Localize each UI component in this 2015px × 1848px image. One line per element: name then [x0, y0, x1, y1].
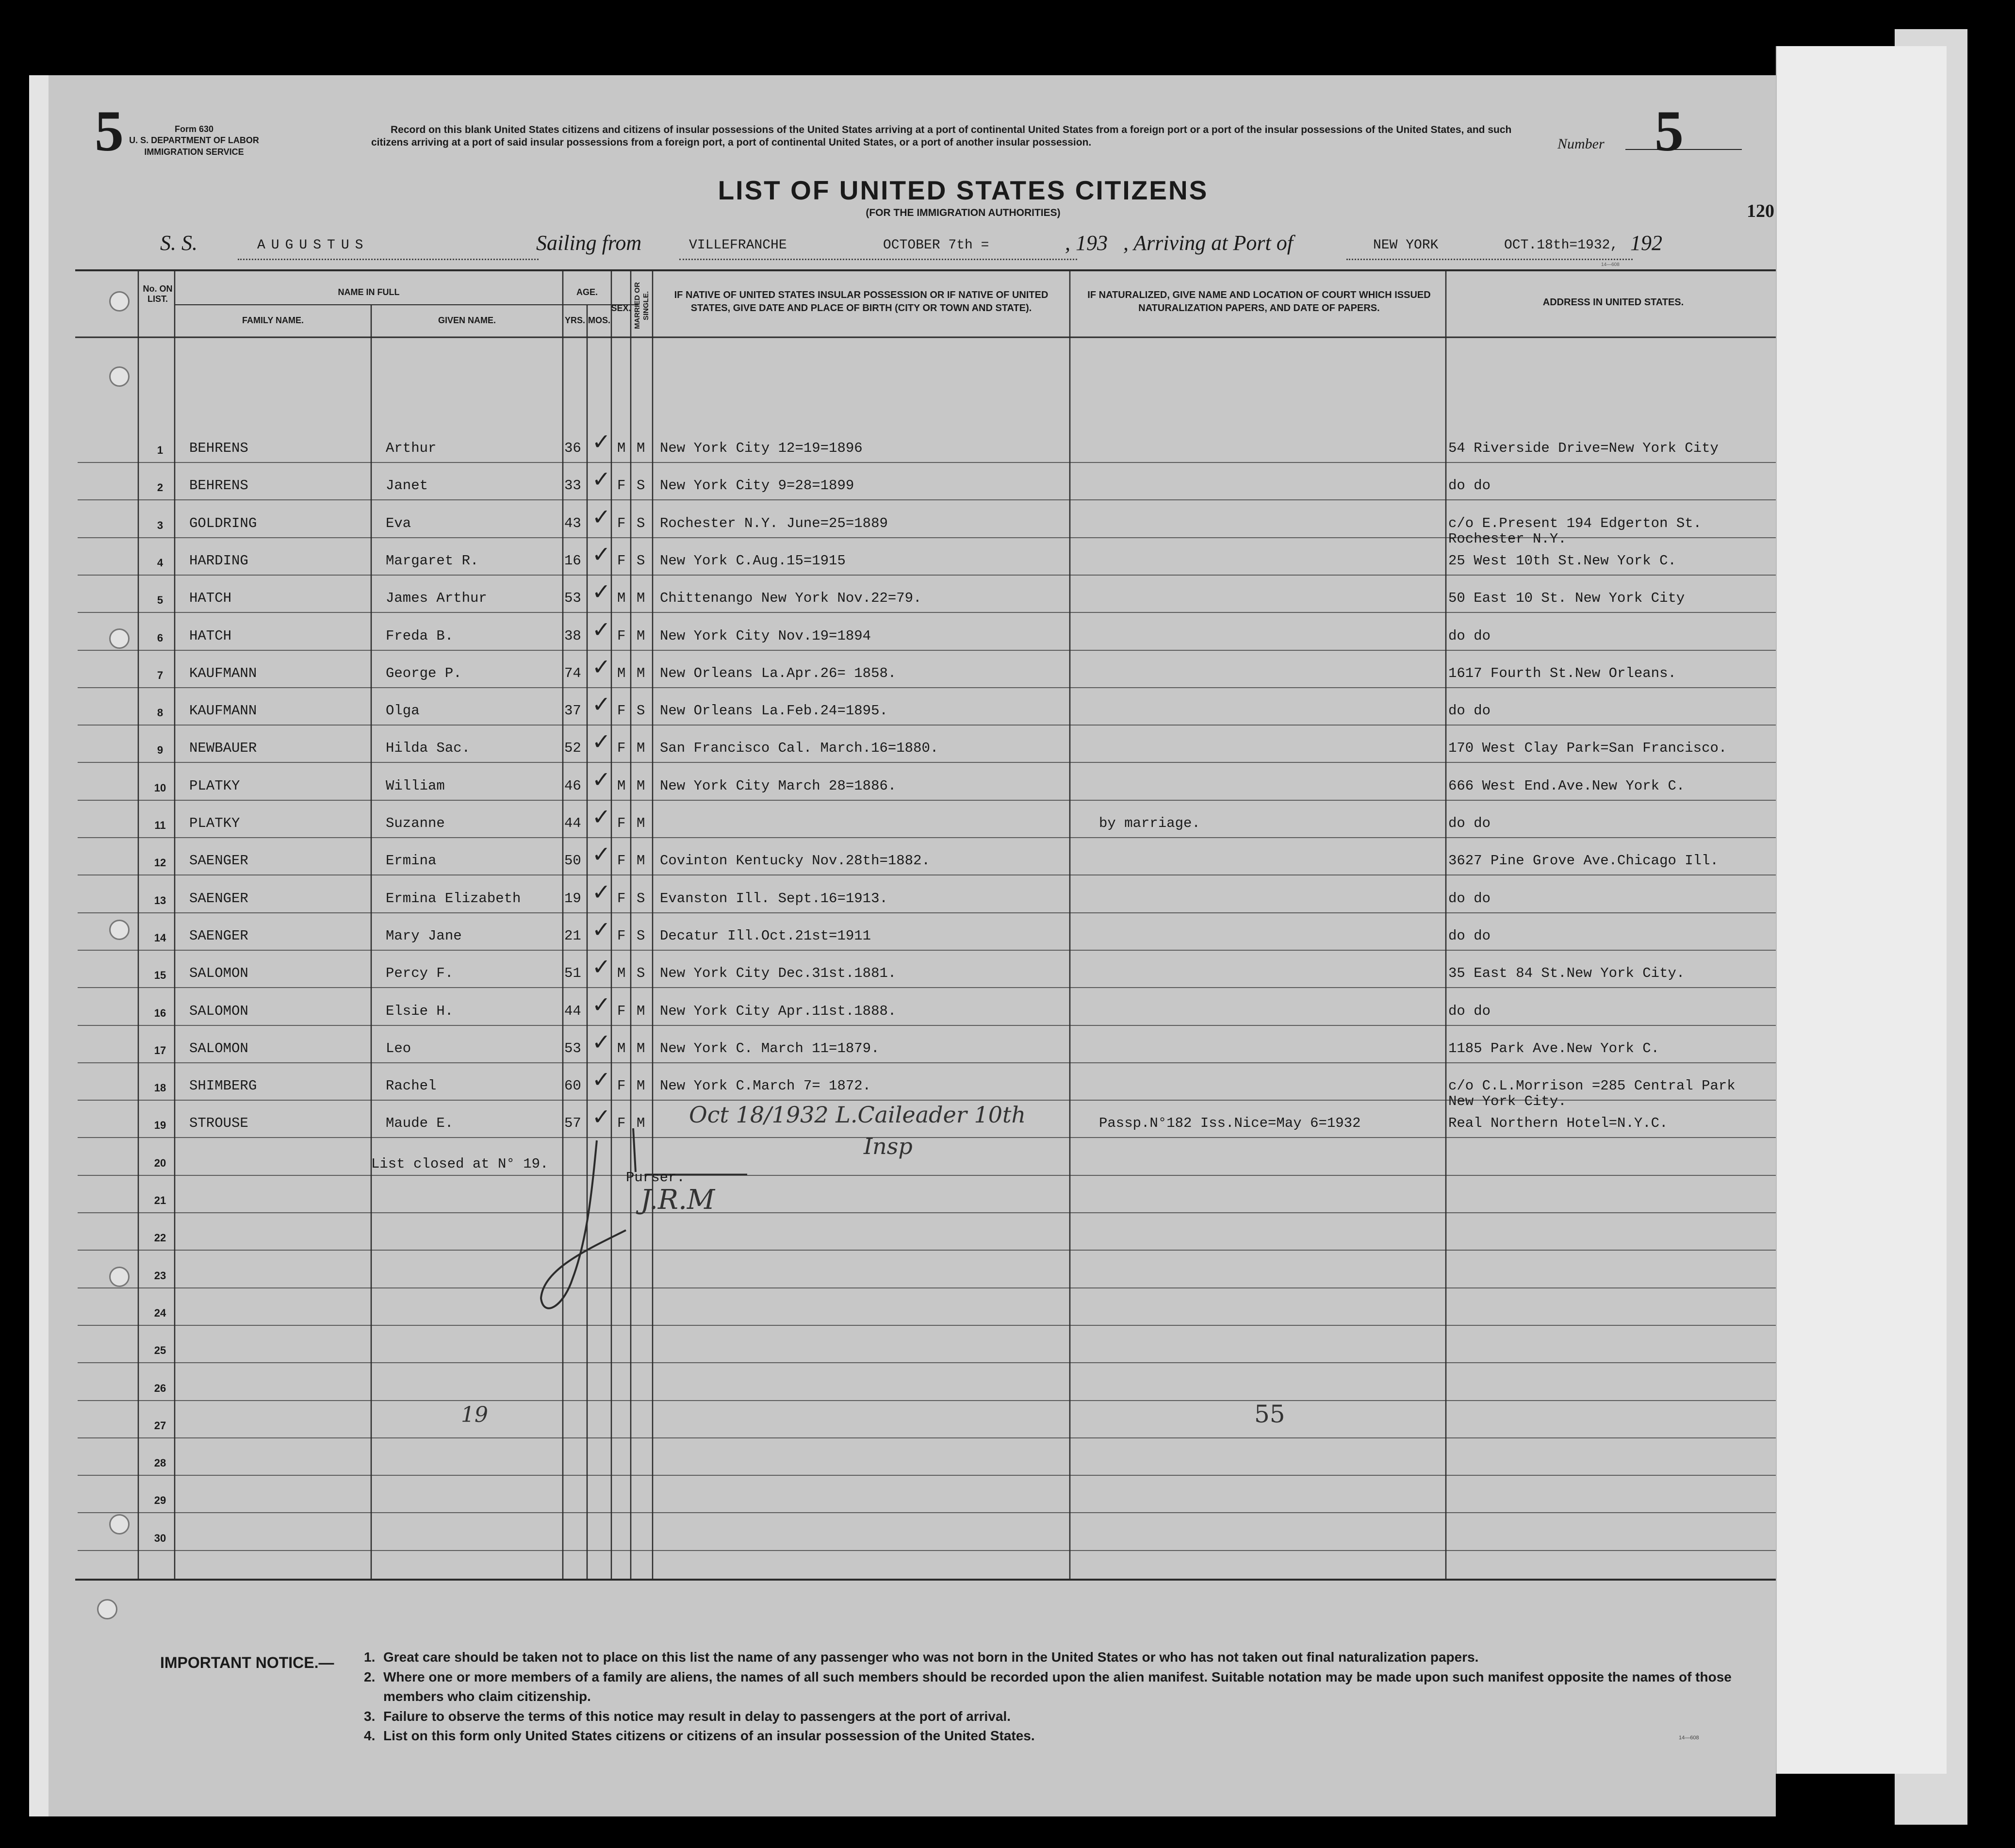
year-suffix-2: 192 — [1630, 231, 1662, 255]
binder-hole — [109, 291, 130, 312]
row-number: 3 — [157, 519, 164, 531]
family-name: HATCH — [189, 590, 232, 607]
row-number: 7 — [157, 669, 164, 681]
given-name: Rachel — [386, 1078, 437, 1094]
row-number: 23 — [154, 1269, 166, 1282]
header-name-in-full: NAME IN FULL — [338, 287, 400, 297]
list-closed-note: List closed at N° 19. — [371, 1156, 549, 1172]
ss-label: S. S. — [160, 231, 197, 255]
sailing-from: VILLEFRANCHE — [689, 238, 787, 253]
row-number: 6 — [157, 631, 164, 644]
inspector-note: Oct 18/1932 L.Caileader 10th — [689, 1102, 1026, 1128]
check-mark-icon: ✓ — [592, 466, 611, 493]
marital-status: M — [637, 1040, 645, 1056]
tally-mark: 19 — [461, 1402, 488, 1427]
row-number: 25 — [154, 1344, 166, 1357]
marital-status: M — [637, 665, 645, 681]
address: 50 East 10 St. New York City — [1448, 590, 1685, 607]
address: do do — [1448, 927, 1491, 944]
check-mark-icon: ✓ — [592, 1104, 611, 1130]
row-number: 21 — [154, 1194, 166, 1206]
address-line-2: Rochester N.Y. — [1448, 530, 1567, 547]
notice-item — [364, 1667, 1790, 1707]
birth-place-date: Covinton Kentucky Nov.28th=1882. — [660, 853, 930, 869]
under-page — [1776, 46, 1947, 1774]
row-number: 26 — [154, 1382, 166, 1394]
row-number: 11 — [154, 819, 166, 831]
header-naturalized: IF NATURALIZED, GIVE NAME AND LOCATION OF COURT WHICH ISSUED NATURALIZATION PAPERS, AND DATE OF PAPERS. — [1087, 290, 1431, 314]
sex: F — [617, 815, 626, 831]
page-mark: 5 — [95, 99, 124, 163]
binder-hole — [109, 920, 130, 940]
check-mark-icon: ✓ — [592, 691, 611, 718]
given-name: Janet — [386, 478, 428, 494]
marital-status: M — [637, 740, 645, 757]
family-name: PLATKY — [189, 777, 240, 794]
sex: F — [617, 1078, 626, 1094]
family-name: SAENGER — [189, 927, 248, 944]
marital-status: S — [637, 515, 645, 531]
sex: F — [617, 853, 626, 869]
check-mark-icon: ✓ — [592, 804, 611, 830]
sex: M — [617, 1040, 626, 1056]
row-number: 17 — [154, 1044, 166, 1056]
check-mark-icon: ✓ — [592, 991, 611, 1018]
given-name: Suzanne — [386, 815, 445, 831]
birth-place-date: New York City Dec.31st.1881. — [660, 965, 897, 982]
naturalization: Passp.N°182 Iss.Nice=May 6=1932 — [1099, 1115, 1361, 1132]
birth-place-date: New Orleans La.Apr.26= 1858. — [660, 665, 897, 681]
address: c/o E.Present 194 Edgerton St. — [1448, 515, 1702, 531]
page-count: 55 — [1254, 1400, 1285, 1428]
family-name: BEHRENS — [189, 478, 248, 494]
inspector-title: Insp — [864, 1133, 913, 1159]
marital-status: M — [637, 777, 645, 794]
given-name: Freda B. — [386, 627, 454, 644]
age-years: 36 — [564, 440, 581, 456]
given-name: William — [386, 777, 445, 794]
birth-place-date: Evanston Ill. Sept.16=1913. — [660, 890, 888, 907]
age-years: 38 — [564, 627, 581, 644]
check-mark-icon: ✓ — [592, 429, 611, 455]
age-years: 44 — [564, 1003, 581, 1019]
given-name: Maude E. — [386, 1115, 454, 1132]
row-number: 5 — [157, 594, 164, 607]
family-name: SALOMON — [189, 965, 248, 982]
row-number: 18 — [154, 1082, 166, 1094]
given-name: Mary Jane — [386, 927, 462, 944]
birth-place-date: New York C.Aug.15=1915 — [660, 552, 846, 569]
row-number: 15 — [154, 969, 166, 982]
given-name: Percy F. — [386, 965, 454, 982]
family-name: SALOMON — [189, 1003, 248, 1019]
header-birth: IF NATIVE OF UNITED STATES INSULAR POSSESSION OR IF NATIVE OF UNITED STATES, GIVE DATE AND PLACE OF BIRTH (CITY OR TOWN AND STATE). — [674, 290, 1048, 314]
header-sex: SEX. — [611, 303, 631, 313]
given-name: George P. — [386, 665, 462, 681]
department-name: U. S. DEPARTMENT OF LABOR — [129, 135, 259, 146]
notice-number: 3. — [364, 1708, 376, 1724]
marital-status: M — [637, 590, 645, 607]
check-mark-icon: ✓ — [592, 616, 611, 643]
marital-status: M — [637, 1003, 645, 1019]
family-name: BEHRENS — [189, 440, 248, 456]
birth-place-date: Decatur Ill.Oct.21st=1911 — [660, 927, 871, 944]
binder-hole — [109, 1267, 130, 1287]
check-mark-icon: ✓ — [592, 1028, 611, 1055]
address: 666 West End.Ave.New York C. — [1448, 777, 1685, 794]
binder-hole — [109, 628, 130, 649]
family-name: SHIMBERG — [189, 1078, 257, 1094]
age-years: 43 — [564, 515, 581, 531]
header-given-name: GIVEN NAME. — [438, 315, 496, 325]
check-mark-icon: ✓ — [592, 541, 611, 567]
header-address: ADDRESS IN UNITED STATES. — [1542, 297, 1684, 308]
check-mark-icon: ✓ — [592, 653, 611, 680]
age-years: 57 — [564, 1115, 581, 1132]
row-number: 12 — [154, 857, 166, 869]
age-years: 74 — [564, 665, 581, 681]
binder-hole — [109, 366, 130, 387]
check-mark-icon: ✓ — [592, 766, 611, 792]
header-no-on-list: No. ON LIST. — [143, 284, 173, 304]
notice-number: 4. — [364, 1728, 376, 1744]
age-years: 19 — [564, 890, 581, 907]
sex: F — [617, 703, 626, 719]
marital-status: M — [637, 627, 645, 644]
sex: M — [617, 590, 626, 607]
check-mark-icon: ✓ — [592, 503, 611, 530]
age-years: 44 — [564, 815, 581, 831]
given-name: Arthur — [386, 440, 437, 456]
address: 1617 Fourth St.New Orleans. — [1448, 665, 1676, 681]
marital-status: S — [637, 552, 645, 569]
row-number: 20 — [154, 1156, 166, 1169]
check-mark-icon: ✓ — [592, 1066, 611, 1093]
notice-text: Great care should be taken not to place on this list the name of any passenger who was not born in the United States or who has not taken out final naturalization papers. — [383, 1650, 1479, 1665]
birth-place-date: New Orleans La.Feb.24=1895. — [660, 703, 888, 719]
row-number: 27 — [154, 1419, 166, 1432]
row-number: 14 — [154, 931, 166, 944]
notice-item — [364, 1726, 1790, 1746]
given-name: Ermina — [386, 853, 437, 869]
family-name: HATCH — [189, 627, 232, 644]
binder-hole — [109, 1514, 130, 1534]
address: 25 West 10th St.New York C. — [1448, 552, 1676, 569]
sex: F — [617, 927, 626, 944]
notice-number: 1. — [364, 1650, 376, 1665]
age-years: 46 — [564, 777, 581, 794]
marital-status: S — [637, 927, 645, 944]
ship-name: AUGUSTUS — [257, 238, 369, 253]
sex: M — [617, 965, 626, 982]
age-years: 53 — [564, 1040, 581, 1056]
given-name: Olga — [386, 703, 420, 719]
sex: F — [617, 1115, 626, 1132]
age-years: 52 — [564, 740, 581, 757]
birth-place-date: New York City March 28=1886. — [660, 777, 897, 794]
address: do do — [1448, 627, 1491, 644]
notice-text: Where one or more members of a family are aliens, the names of all such members should be recorded upon the alien manifest. Suitable notation may be made upon such manifest opposite the names of those members who claim citizenship. — [383, 1669, 1732, 1704]
check-mark-icon: ✓ — [592, 578, 611, 605]
age-years: 51 — [564, 965, 581, 982]
birth-place-date: New York City 12=19=1896 — [660, 440, 863, 456]
footer-code: 14—608 — [1679, 1735, 1699, 1741]
sex: F — [617, 478, 626, 494]
address: do do — [1448, 815, 1491, 831]
number-value: 5 — [1655, 99, 1684, 163]
address: 170 West Clay Park=San Francisco. — [1448, 740, 1727, 757]
address: 54 Riverside Drive=New York City — [1448, 440, 1719, 456]
address: do do — [1448, 478, 1491, 494]
purser-label: Purser. — [626, 1170, 685, 1186]
address: do do — [1448, 1003, 1491, 1019]
marital-status: S — [637, 478, 645, 494]
given-name: Elsie H. — [386, 1003, 454, 1019]
marital-status: S — [637, 703, 645, 719]
birth-place-date: New York City Nov.19=1894 — [660, 627, 871, 644]
year-suffix-1: , 193 — [1065, 231, 1108, 255]
marital-status: S — [637, 890, 645, 907]
header-yrs: YRS. — [564, 315, 585, 325]
arrival-port: NEW YORK — [1373, 238, 1439, 253]
address: 35 East 84 St.New York City. — [1448, 965, 1685, 982]
address-line-2: New York City. — [1448, 1093, 1567, 1110]
sex: F — [617, 890, 626, 907]
birth-place-date: New York City Apr.11st.1888. — [660, 1003, 897, 1019]
age-years: 50 — [564, 853, 581, 869]
notice-list — [364, 1648, 1790, 1746]
sex: F — [617, 515, 626, 531]
given-name: Margaret R. — [386, 552, 479, 569]
row-number: 24 — [154, 1306, 166, 1319]
given-name: Hilda Sac. — [386, 740, 471, 757]
address: Real Northern Hotel=N.Y.C. — [1448, 1115, 1668, 1132]
naturalization: by marriage. — [1099, 815, 1200, 831]
service-name: IMMIGRATION SERVICE — [144, 147, 244, 157]
row-number: 22 — [154, 1232, 166, 1244]
manifest-page — [29, 75, 1776, 1816]
form-number: Form 630 — [174, 124, 214, 134]
given-name: James Arthur — [386, 590, 487, 607]
age-years: 16 — [564, 552, 581, 569]
row-number: 30 — [154, 1532, 166, 1544]
form-instructions: Record on this blank United States citizens and citizens of insular possessions of the United States arriving at a port of continental United States from a foreign port or a port of the insular possessions of the United States, and such citizens arriving at a port of said insular possessions from a foreign port, a port of continental United States, or a port of another insular possession. — [371, 124, 1512, 148]
notice-number: 2. — [364, 1669, 376, 1684]
age-years: 60 — [564, 1078, 581, 1094]
family-name: KAUFMANN — [189, 703, 257, 719]
header-family-name: FAMILY NAME. — [242, 315, 304, 325]
given-name: Ermina Elizabeth — [386, 890, 521, 907]
row-number: 9 — [157, 744, 164, 757]
sailing-date: OCTOBER 7th = — [883, 238, 989, 253]
family-name: SAENGER — [189, 890, 248, 907]
address: do do — [1448, 703, 1491, 719]
birth-place-date: Rochester N.Y. June=25=1889 — [660, 515, 888, 531]
family-name: GOLDRING — [189, 515, 257, 531]
birth-place-date: New York C.March 7= 1872. — [660, 1078, 871, 1094]
sex: M — [617, 665, 626, 681]
age-years: 21 — [564, 927, 581, 944]
family-name: HARDING — [189, 552, 248, 569]
arrival-date: OCT.18th=1932, — [1504, 238, 1619, 253]
age-years: 33 — [564, 478, 581, 494]
page-subtitle: (FOR THE IMMIGRATION AUTHORITIES) — [866, 207, 1061, 218]
sex: M — [617, 777, 626, 794]
family-name: PLATKY — [189, 815, 240, 831]
sex: F — [617, 1003, 626, 1019]
birth-place-date: New York C. March 11=1879. — [660, 1040, 880, 1056]
row-number: 28 — [154, 1457, 166, 1469]
family-name: NEWBAUER — [189, 740, 257, 757]
sex: F — [617, 552, 626, 569]
initials: J.R.M — [640, 1184, 715, 1216]
sex: F — [617, 740, 626, 757]
address: c/o C.L.Morrison =285 Central Park — [1448, 1078, 1736, 1094]
sailing-label: Sailing from — [536, 231, 642, 255]
check-mark-icon: ✓ — [592, 728, 611, 755]
sex: F — [617, 627, 626, 644]
family-name: STROUSE — [189, 1115, 248, 1132]
row-number: 2 — [157, 481, 164, 494]
row-number: 16 — [154, 1006, 166, 1019]
header-married-or-single: MARRIED OR SINGLE. — [633, 282, 650, 330]
row-number: 8 — [157, 707, 164, 719]
row-number: 10 — [154, 781, 166, 794]
address: do do — [1448, 890, 1491, 907]
marital-status: M — [637, 1078, 645, 1094]
address: 1185 Park Ave.New York C. — [1448, 1040, 1660, 1056]
notice-item — [364, 1648, 1790, 1667]
number-label: Number — [1557, 136, 1605, 152]
row-number: 1 — [157, 444, 164, 456]
page-title: LIST OF UNITED STATES CITIZENS — [718, 175, 1209, 205]
check-mark-icon: ✓ — [592, 878, 611, 905]
age-years: 37 — [564, 703, 581, 719]
family-name: KAUFMANN — [189, 665, 257, 681]
given-name: Leo — [386, 1040, 411, 1056]
table-grid — [29, 75, 1776, 1816]
notice-label: IMPORTANT NOTICE.— — [160, 1654, 334, 1671]
notice-text: Failure to observe the terms of this notice may result in delay to passengers at the port of arrival. — [383, 1708, 1011, 1724]
birth-place-date: New York City 9=28=1899 — [660, 478, 854, 494]
marital-status: M — [637, 1115, 645, 1132]
side-number: 120 — [1747, 201, 1774, 221]
notice-item — [364, 1707, 1790, 1727]
birth-place-date: Chittenango New York Nov.22=79. — [660, 590, 922, 607]
row-number: 29 — [154, 1494, 166, 1507]
notice-text: List on this form only United States citizens or citizens of an insular possession of the United States. — [383, 1728, 1035, 1744]
row-number: 4 — [157, 556, 164, 569]
check-mark-icon: ✓ — [592, 954, 611, 980]
family-name: SAENGER — [189, 853, 248, 869]
check-mark-icon: ✓ — [592, 916, 611, 942]
marital-status: M — [637, 440, 645, 456]
marital-status: M — [637, 815, 645, 831]
family-name: SALOMON — [189, 1040, 248, 1056]
row-number: 19 — [154, 1119, 166, 1132]
printer-stamp: 14—608 — [1601, 262, 1620, 267]
row-number: 13 — [154, 894, 166, 907]
arriving-label: , Arriving at Port of — [1123, 231, 1293, 255]
birth-place-date: San Francisco Cal. March.16=1880. — [660, 740, 939, 757]
address: 3627 Pine Grove Ave.Chicago Ill. — [1448, 853, 1719, 869]
check-mark-icon: ✓ — [592, 841, 611, 868]
marital-status: M — [637, 853, 645, 869]
sex: M — [617, 440, 626, 456]
marital-status: S — [637, 965, 645, 982]
header-mos: MOS. — [588, 315, 610, 325]
binder-hole — [97, 1599, 117, 1619]
given-name: Eva — [386, 515, 411, 531]
age-years: 53 — [564, 590, 581, 607]
header-age: AGE. — [576, 287, 598, 297]
